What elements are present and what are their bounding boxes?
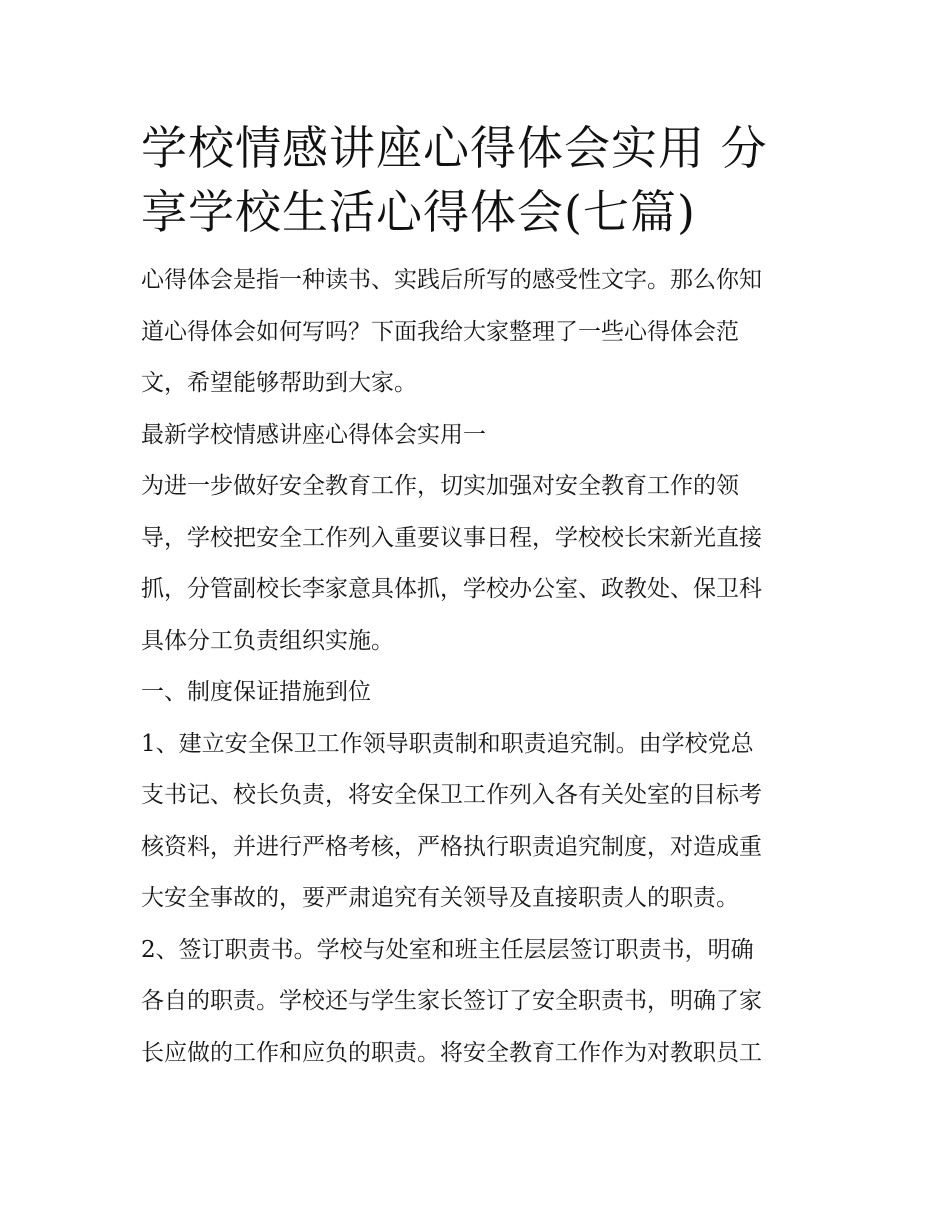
- body-line: 心得体会是指一种读书、实践后所写的感受性文字。那么你知: [141, 267, 762, 293]
- body-line: 文，希望能够帮助到大家。: [141, 370, 417, 396]
- body-line: 2、签订职责书。学校与处室和班主任层层签订职责书，明确: [141, 936, 754, 963]
- document-content: [141, 116, 813, 1079]
- body-line: 长应做的工作和应负的职责。将安全教育工作作为对教职员工: [141, 1039, 762, 1066]
- body-line: 支书记、校长负责，将安全保卫工作列入各有关处室的目标考: [141, 782, 762, 808]
- body-line: 具体分工负责组织实施。: [141, 627, 394, 654]
- body-line: 各自的职责。学校还与学生家长签订了安全职责书，明确了家: [141, 988, 762, 1014]
- body-line: 为进一步做好安全教育工作，切实加强对安全教育工作的领: [141, 473, 739, 499]
- title-line-1: 学校情感讲座心得体会实用 分: [141, 121, 768, 175]
- body-line: 道心得体会如何写吗？下面我给大家整理了一些心得体会范: [141, 318, 739, 345]
- subsection-heading: 一、制度保证措施到位: [141, 679, 371, 705]
- title-line-2: 享学校生活心得体会(七篇): [141, 185, 696, 239]
- document-title: [141, 116, 813, 244]
- body-line: 大安全事故的，要严肃追究有关领导及直接职责人的职责。: [141, 885, 739, 911]
- body-line: 抓，分管副校长李家意具体抓，学校办公室、政教处、保卫科: [141, 576, 762, 602]
- body-line: 核资料，并进行严格考核，严格执行职责追究制度，对造成重: [141, 833, 762, 860]
- body-line: 1、建立安全保卫工作领导职责制和职责追究制。由学校党总: [141, 730, 754, 757]
- body-line: 导，学校把安全工作列入重要议事日程，学校校长宋新光直接: [141, 524, 762, 551]
- document-body: [141, 255, 813, 1079]
- section-heading: 最新学校情感讲座心得体会实用一: [141, 421, 486, 448]
